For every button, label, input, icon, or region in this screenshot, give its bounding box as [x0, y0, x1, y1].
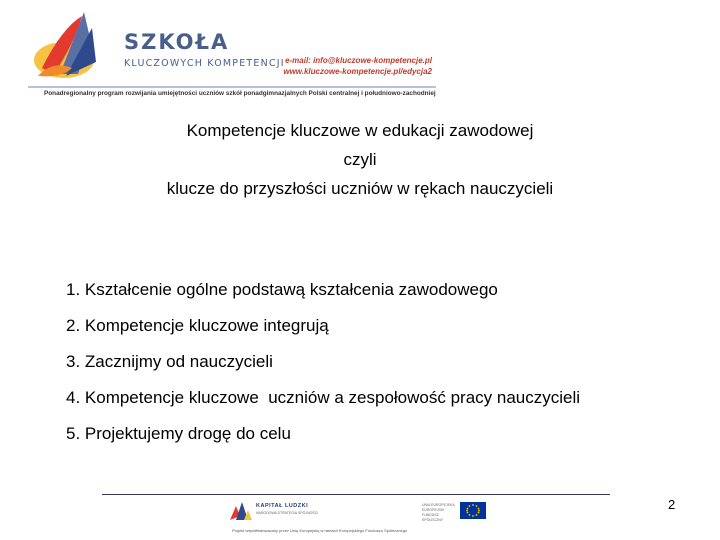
footer-divider: [102, 494, 610, 495]
contact-website: www.kluczowe-kompetencje.pl/edycja2: [283, 67, 432, 76]
contact-email: e-mail: info@kluczowe-kompetencje.pl: [285, 56, 432, 65]
title-line: Kompetencje kluczowe w edukacji zawodowej: [186, 121, 534, 140]
banner-divider: [28, 86, 436, 88]
agenda-item: 2. Kompetencje kluczowe integrują: [66, 316, 329, 335]
title-line: klucze do przyszłości uczniów w rękach nauczycieli: [166, 179, 554, 198]
slide-title: [0, 116, 720, 203]
page-number: 2: [668, 497, 676, 512]
kapital-ludzki-label: KAPITAŁ LUDZKI: [256, 503, 309, 509]
header-banner: [22, 8, 436, 97]
agenda-item: 3. Zacznijmy od nauczycieli: [66, 352, 273, 371]
program-description: Ponadregionalny program rozwijania umiejętności uczniów szkół ponadgimnazjalnych Polski centralnej i południowo-zachodniej: [44, 90, 436, 97]
eu-flag-icon: [460, 502, 486, 519]
footer-logos: [224, 498, 494, 538]
agenda-item: 4. Kompetencje kluczowe uczniów a zespołowość pracy nauczycieli: [66, 388, 581, 407]
agenda-item: 1. Kształcenie ogólne podstawą kształcenia zawodowego: [66, 280, 498, 299]
brand-subtitle: KLUCZOWYCH KOMPETENCJI: [124, 58, 285, 69]
school-logo-icon: [32, 8, 102, 82]
footer-cofinancing-note: Projekt współfinansowany przez Unię Europejską w ramach Europejskiego Funduszu Społecznego: [232, 528, 408, 533]
eu-label: UNIA EUROPEJSKA EUROPEJSKI FUNDUSZ SPOŁECZNY: [422, 503, 455, 522]
contact-info: [283, 55, 432, 77]
kapital-ludzki-sub: NARODOWA STRATEGIA SPÓJNOŚCI: [256, 511, 319, 515]
agenda-item: 5. Projektujemy drogę do celu: [66, 424, 291, 443]
title-line: czyli: [343, 150, 377, 169]
agenda-list: [66, 276, 580, 456]
brand-title: SZKOŁA: [124, 30, 230, 54]
kapital-ludzki-logo-icon: [230, 502, 252, 520]
